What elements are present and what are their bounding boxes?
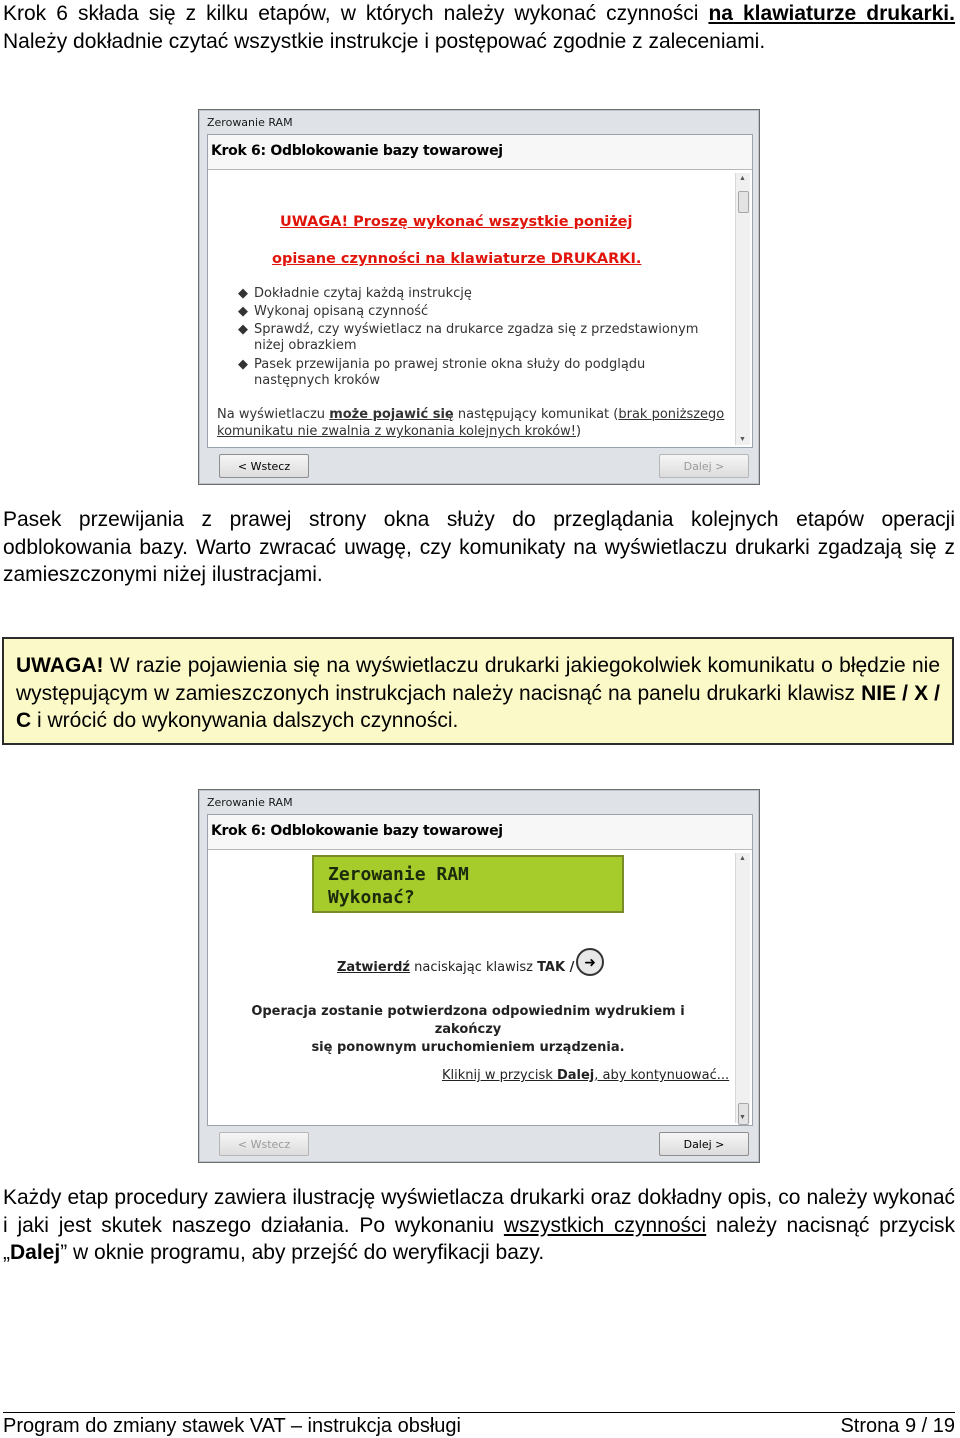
key-combo: NIE / X / C	[16, 681, 941, 732]
window-body	[207, 134, 753, 448]
intro-paragraph	[3, 0, 955, 55]
next-button-reference: Dalej	[10, 1241, 61, 1264]
intro-text-2: Należy dokładnie czytać wszystkie instrukcje i postępować zgodnie z zaleceniami.	[3, 29, 766, 53]
scroll-info-paragraph: Pasek przewijania z prawej strony okna służy do przeglądania kolejnych etapów operacji odblokowania bazy. Warto zwracać uwagę, czy komunikaty na wyświetlaczu drukarki zgadzają się z zamieszczonymi niżej ilustracjami.	[3, 508, 955, 586]
lcd-line-1: Zerowanie RAM	[328, 864, 469, 885]
warning-line-1: UWAGA! Proszę wykonać wszystkie poniżej	[280, 214, 633, 230]
screenshot-window-1	[198, 109, 760, 485]
footer-title: Program do zmiany stawek VAT – instrukcja obsługi	[3, 1415, 461, 1437]
scroll-down-icon[interactable]: ▼	[739, 436, 746, 443]
warning-line-2: opisane czynności na klawiaturze DRUKARKI.	[272, 251, 642, 267]
intro-emphasis: na klawiaturze drukarki.	[708, 2, 955, 25]
lcd-display	[312, 855, 624, 913]
list-item	[238, 286, 728, 301]
confirm-instruction: Zatwierdź naciskając klawisz TAK /	[337, 960, 575, 975]
procedure-paragraph: Każdy etap procedury zawiera ilustrację wyświetlacza drukarki oraz dokładny opis, co należy wykonać i jaki jest skutek naszego działania. Po wykonaniu wszystkich czynności należy nacisnąć przycisk „Dalej” w oknie programu, aby przejść do weryfikacji bazy.	[3, 1186, 955, 1264]
next-button[interactable]: Dalej >	[659, 454, 749, 478]
step-content	[208, 850, 736, 1125]
window-title: Zerowanie RAM	[207, 116, 293, 129]
scrollbar[interactable]	[735, 173, 750, 445]
display-note: Na wyświetlaczu może pojawić się następujący komunikat (brak poniższego komunikatu nie zwalnia z wykonania kolejnych kroków!)	[217, 407, 725, 439]
list-item-text: Dokładnie czytaj każdą instrukcję	[254, 286, 472, 301]
page-number: Strona 9 / 19	[840, 1415, 955, 1437]
arrow-right-key-icon: ➜	[576, 948, 604, 976]
diamond-bullet-icon: ◆	[238, 322, 248, 337]
intro-text-1: Krok 6 składa się z kilku etapów, w których należy wykonać czynności	[3, 2, 709, 25]
list-item-text: Sprawdź, czy wyświetlacz na drukarce zgadza się z przedstawionym niżej obrazkiem	[254, 322, 699, 353]
next-button[interactable]: Dalej >	[659, 1132, 749, 1156]
step-title: Krok 6: Odblokowanie bazy towarowej	[211, 143, 503, 159]
diamond-bullet-icon: ◆	[238, 304, 248, 319]
scroll-thumb[interactable]	[738, 191, 749, 213]
window-body	[207, 814, 753, 1126]
all-actions-emphasis: wszystkich czynności	[503, 1213, 707, 1237]
list-item	[238, 304, 728, 319]
diamond-bullet-icon: ◆	[238, 286, 248, 301]
back-button[interactable]: < Wstecz	[219, 1132, 309, 1156]
footer-divider	[3, 1412, 955, 1413]
warning-label: UWAGA!	[16, 654, 104, 677]
step-content	[208, 170, 736, 447]
list-item-text: Pasek przewijania po prawej stronie okna służy do podglądu następnych kroków	[254, 357, 646, 388]
scroll-up-icon[interactable]: ▲	[739, 175, 746, 182]
step-header	[208, 815, 752, 850]
operation-note: Operacja zostanie potwierdzona odpowiednim wydrukiem i zakończy się ponownym uruchomieniem urządzenia.	[251, 1004, 685, 1055]
scroll-down-icon[interactable]: ▼	[739, 1114, 746, 1121]
step-header	[208, 135, 752, 170]
scroll-up-icon[interactable]: ▲	[739, 855, 746, 862]
screenshot-window-2	[198, 789, 760, 1163]
window-title: Zerowanie RAM	[207, 796, 293, 809]
instruction-list	[238, 286, 728, 389]
list-item-text: Wykonaj opisaną czynność	[254, 304, 429, 319]
warning-text: UWAGA! W razie pojawienia się na wyświetlaczu drukarki jakiegokolwiek komunikatu o błędzie nie występującym w zamieszczonych instrukcjach należy nacisnąć na panelu drukarki klawisz NIE / X / C i wrócić do wykonywania dalszych czynności.	[16, 654, 941, 732]
lcd-line-2: Wykonać?	[328, 887, 415, 908]
list-item	[238, 322, 728, 354]
step-title: Krok 6: Odblokowanie bazy towarowej	[211, 823, 503, 839]
diamond-bullet-icon: ◆	[238, 357, 248, 372]
click-next-note: Kliknij w przycisk Dalej, aby kontynuować...	[442, 1068, 730, 1083]
list-item	[238, 357, 728, 389]
back-button[interactable]: < Wstecz	[219, 454, 309, 478]
scrollbar[interactable]	[735, 853, 750, 1123]
warning-box	[2, 637, 954, 745]
